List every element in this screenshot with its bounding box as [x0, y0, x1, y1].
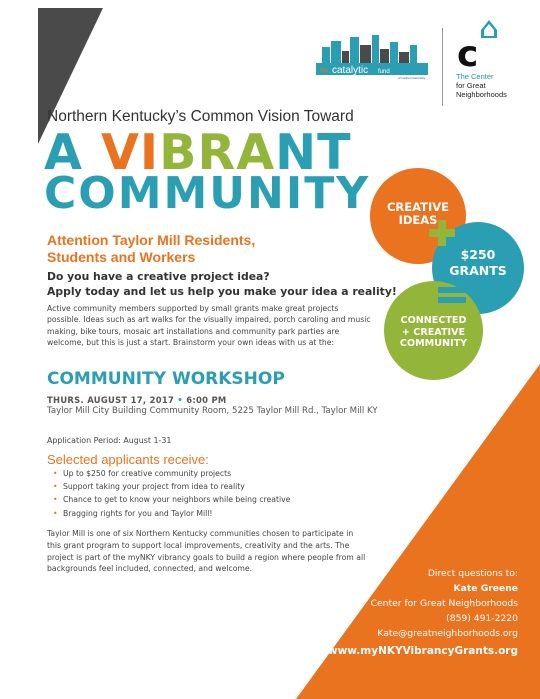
title-community: COMMUNITY	[44, 168, 371, 219]
workshop-date-time	[47, 395, 227, 405]
contact-phone[interactable]: (859) 491-2220	[446, 613, 518, 624]
list-item: • Support taking your project from idea to reality	[47, 480, 367, 493]
application-period: Application Period: August 1-31	[47, 436, 172, 445]
c1-line2: IDEAS	[398, 213, 438, 227]
question-line2: Apply today and let us help you make your idea a reality!	[47, 285, 397, 298]
catalytic-the-word: the	[320, 68, 329, 74]
workshop-heading: COMMUNITY WORKSHOP	[47, 369, 285, 389]
catalytic-fund-logo	[316, 33, 428, 81]
list-item: • Bragging rights for you and Taylor Mill!	[47, 507, 367, 520]
list-item: • Chance to get to know your neighbors while being creative	[47, 493, 367, 506]
attention-heading	[47, 232, 347, 266]
title-a: A	[44, 124, 83, 181]
benefits-list	[47, 467, 367, 520]
workshop-date: THURS. AUGUST 17, 2017	[47, 395, 175, 405]
question-line1: Do you have a creative project idea?	[47, 270, 270, 283]
center-text-line2: for Great	[456, 81, 486, 90]
contact-org: Center for Great Neighborhoods	[370, 598, 518, 609]
title-bra: BRA	[159, 124, 276, 181]
center-c-mark: c	[457, 34, 479, 75]
question-text	[47, 269, 407, 299]
c2-line1: $250	[460, 247, 496, 262]
list-item: • Up to $250 for creative community projects	[47, 467, 367, 480]
logo-divider	[442, 28, 443, 106]
contact-block	[371, 566, 518, 641]
c3-line2: + CREATIVE	[401, 326, 466, 338]
receive-heading: Selected applicants receive:	[47, 452, 209, 467]
title-nt: NT	[275, 124, 352, 181]
closing-paragraph: Taylor Mill is one of six Northern Kentucky communities chosen to participate in this grant program to support local improvements, creativity and the arts. The project is part of the myNKY vibrancy goals to build a region where people from all backgrounds feel included, connected, and welcome.	[47, 529, 366, 574]
date-separator-dot: •	[177, 395, 183, 405]
contact-intro: Direct questions to:	[427, 568, 518, 579]
catalytic-fund-word: fund	[378, 69, 390, 75]
workshop-venue: Taylor Mill City Building Community Room, 5225 Taylor Mill Rd., Taylor Mill KY	[47, 406, 378, 416]
catalytic-word: catalytic	[332, 65, 369, 76]
c3-line3: COMMUNITY	[399, 338, 468, 349]
catalytic-subtext: of northern kentucky	[398, 76, 426, 80]
contact-name: Kate Greene	[453, 583, 518, 594]
center-logo-text	[456, 72, 507, 99]
attention-line2: Students and Workers	[47, 249, 196, 265]
c2-line2: GRANTS	[449, 263, 507, 278]
center-text-line3: Neighborhoods	[456, 90, 507, 99]
equals-sign-bottom	[438, 297, 466, 303]
intro-paragraph: Active community members supported by small grants make great projects possible. Ideas such as art walks for the visually impaired, porch caroling and music making, bike tours, mosaic art installations and community park parties are welcome, but this is just a start. Brainstorm your own ideas with us at the:	[47, 304, 371, 347]
contact-email[interactable]: Kate@greatneighborhoods.org	[377, 628, 518, 639]
kicker-line: Northern Kentucky’s Common Vision Toward	[47, 108, 354, 125]
attention-line1: Attention Taylor Mill Residents,	[47, 232, 256, 248]
equals-sign-top	[438, 287, 466, 293]
c1-line1: CREATIVE	[386, 200, 450, 214]
plus-sign-vertical	[438, 220, 446, 246]
c3-line1: CONNECTED	[400, 315, 467, 326]
workshop-time: 6:00 PM	[186, 395, 227, 405]
website-link[interactable]: www.myNKYVibrancyGrants.org	[327, 645, 518, 657]
center-text-line1: The Center	[456, 72, 494, 81]
title-vi: VI	[101, 124, 160, 181]
